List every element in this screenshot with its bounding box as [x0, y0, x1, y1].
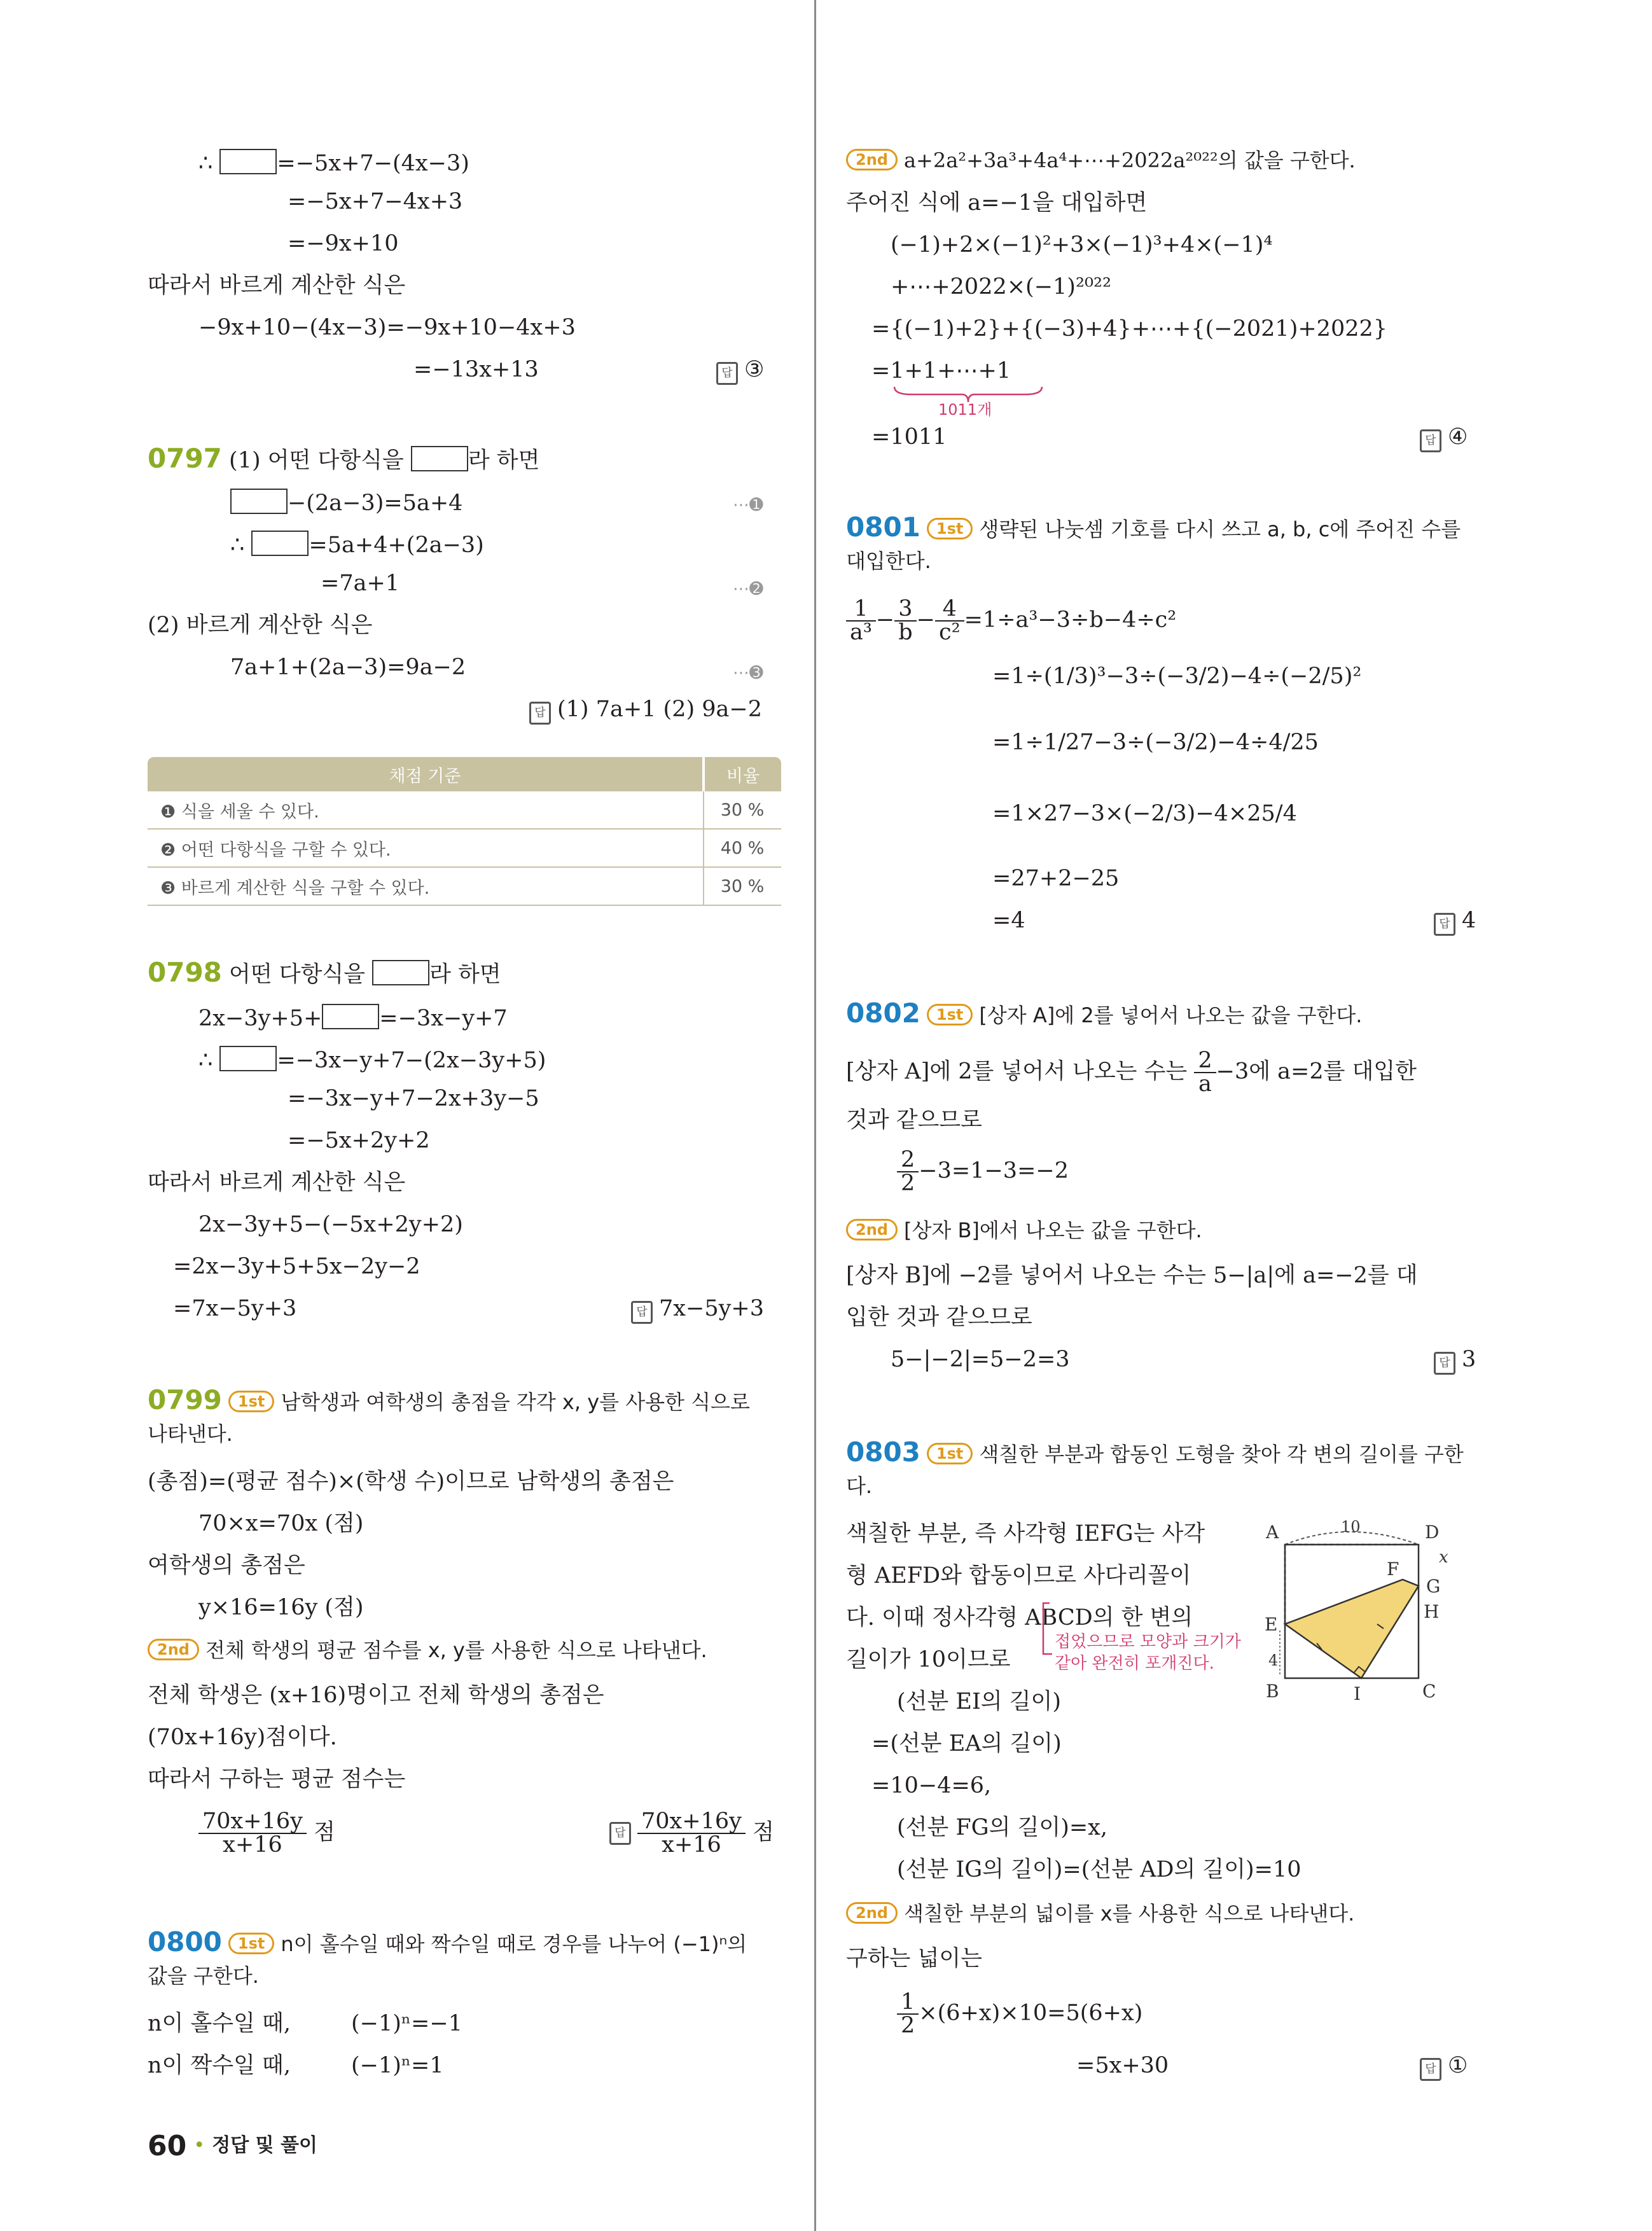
answer-icon: 답 [1434, 913, 1455, 936]
step-text: 대입한다. [846, 549, 931, 573]
problem-0803-header: 0803 1st 색칠한 부분과 합동인 도형을 찾아 각 변의 길이를 구한 [846, 1436, 1464, 1468]
solution-line: ∴ =−5x+7−(4x−3) [198, 149, 469, 175]
step-badge-2nd: 2nd [148, 1639, 199, 1660]
solution-line: [상자 A]에 2를 넣어서 나오는 수는 $\frac{2}{a}$ −3에 a=2를 대입한 [846, 1048, 1417, 1097]
solution-line: [상자 B]에 −2를 넣어서 나오는 수는 5−|a|에 a=−2를 대 [846, 1263, 1418, 1288]
table-row: ❶ 식을 세울 수 있다. 30 % [148, 791, 781, 829]
problem-0800-header: 0800 1st n이 홀수일 때와 짝수일 때로 경우를 나누어 (−1)ⁿ의 [148, 1926, 747, 1957]
answer: 답 4 [1434, 910, 1476, 936]
answer: 답 (1) 7a+1 (2) 9a−2 [529, 698, 762, 725]
brace-label: 1011개 [938, 401, 992, 419]
solution-line: 전체 학생은 (x+16)명이고 전체 학생의 총점은 [148, 1683, 604, 1708]
solution-line: 길이가 10이므로 [846, 1647, 1011, 1672]
solution-line: −9x+10−(4x−3)=−9x+10−4x+3 [198, 315, 576, 340]
step-line: 2nd 전체 학생의 평균 점수를 x, y를 사용한 식으로 나타낸다. [148, 1639, 707, 1662]
solution-line: =−3x−y+7−2x+3y−5 [288, 1086, 539, 1111]
answer: 답 ④ [1420, 426, 1468, 452]
label-D: D [1425, 1522, 1440, 1543]
solution-line: =4 [992, 908, 1025, 933]
step-line: 2nd [상자 B]에서 나오는 값을 구한다. [846, 1219, 1202, 1242]
step-badge-2nd: 2nd [846, 149, 898, 170]
problem-0801-header: 0801 1st 생략된 나눗셈 기호를 다시 쓰고 a, b, c에 주어진 수를 [846, 511, 1461, 543]
solution-line: (−1)ⁿ=−1 [351, 2011, 462, 2036]
problem-number: 0799 [148, 1384, 222, 1415]
page-number: 60 [148, 2130, 187, 2162]
answer-icon: 답 [1420, 429, 1441, 452]
solution-line: 입한 것과 같으므로 [846, 1305, 1032, 1330]
label-ten: 10 [1341, 1518, 1361, 1536]
square-fold-figure [1260, 1513, 1476, 1716]
blank-box [219, 149, 277, 174]
step-badge-1st: 1st [927, 1004, 973, 1025]
solution-line: =1÷(1/3)³−3÷(−3/2)−4÷(−2/5)² [992, 664, 1362, 689]
solution-line: (선분 EI의 길이) [897, 1689, 1061, 1714]
solution-line: $\frac{2}{2}$ −3=1−3=−2 [897, 1149, 1069, 1195]
step-marker: ⋯➌ [733, 664, 763, 683]
problem-number: 0800 [148, 1926, 222, 1957]
solution-line: (−1)+2×(−1)²+3×(−1)³+4×(−1)⁴ [891, 232, 1273, 258]
solution-line: 형 AEFD와 합동이므로 사다리꼴이 [846, 1563, 1191, 1588]
problem-number: 0802 [846, 997, 920, 1029]
fraction: $\frac{2}{2}$ [897, 1149, 919, 1195]
solution-line: =1÷1/27−3÷(−3/2)−4÷4/25 [992, 730, 1319, 755]
answer-icon: 답 [1420, 2058, 1441, 2081]
step-badge-2nd: 2nd [846, 1902, 898, 1924]
solution-line: ∴ =5a+4+(2a−3) [230, 531, 484, 557]
problem-0802-header: 0802 1st [상자 A]에 2를 넣어서 나오는 값을 구한다. [846, 997, 1363, 1029]
solution-line: 색칠한 부분, 즉 사각형 IEFG는 사각 [846, 1521, 1205, 1546]
solution-line: 2x−3y+5+ =−3x−y+7 [198, 1004, 508, 1030]
grading-header-ratio: 비율 [704, 757, 781, 791]
solution-line: =−5x+2y+2 [288, 1128, 430, 1153]
solution-line: =7a+1 [321, 571, 400, 596]
answer-icon: 답 [1434, 1352, 1455, 1375]
solution-line: =10−4=6, [871, 1773, 992, 1798]
step-marker: ⋯➊ [733, 496, 763, 515]
label-G: G [1426, 1576, 1441, 1597]
fraction: $\frac{2}{a}$ [1194, 1050, 1216, 1095]
grading-table [148, 757, 781, 906]
table-row: ❷ 어떤 다항식을 구할 수 있다. 40 % [148, 829, 781, 867]
fraction: $\frac{1}{\text{a³}}$ [846, 598, 876, 644]
page-footer [148, 2132, 317, 2160]
solution-line: 따라서 바르게 계산한 식은 [148, 1170, 406, 1195]
step-badge-1st: 1st [228, 1391, 274, 1412]
problem-number: 0797 [148, 443, 222, 474]
answer-icon: 답 [716, 362, 738, 385]
solution-line: (70x+16y)점이다. [148, 1725, 337, 1750]
step-line: 2nd 색칠한 부분의 넓이를 x를 사용한 식으로 나타낸다. [846, 1902, 1354, 1925]
solution-line: 2x−3y+5−(−5x+2y+2) [198, 1212, 463, 1237]
step-badge-1st: 1st [228, 1933, 274, 1954]
callout-note: 접었으므로 모양과 크기가 [1055, 1632, 1241, 1651]
answer: 답 7x−5y+3 [631, 1298, 764, 1324]
solution-line: $\frac{1}{\text{a³}}$ − $\frac{3}{b}$ − $\frac{4}{\text{c²}}$ =1÷a³−3÷b−4÷c² [846, 598, 1176, 644]
answer-icon: 답 [631, 1301, 653, 1324]
label-B: B [1266, 1681, 1279, 1702]
callout-note: 같아 완전히 포개진다. [1055, 1654, 1214, 1673]
blank-box [372, 960, 429, 985]
label-A: A [1266, 1522, 1279, 1543]
solution-line: =5x+30 [1076, 2053, 1169, 2078]
fraction-expression: $\frac{70x+16y}{x+16}$ 점 [198, 1811, 335, 1856]
fraction: $\frac{4}{\text{c²}}$ [935, 598, 964, 644]
solution-line: +⋯+2022×(−1)²⁰²² [891, 274, 1112, 300]
problem-0799-header: 0799 1st 남학생과 여학생의 총점을 각각 x, y를 사용한 식으로 [148, 1384, 750, 1415]
step-line: 2nd a+2a²+3a³+4a⁴+⋯+2022a²⁰²²의 값을 구한다. [846, 149, 1356, 172]
problem-0798-header: 0798 어떤 다항식을 라 하면 [148, 957, 501, 988]
blank-box [322, 1004, 379, 1029]
label-four: 4 [1268, 1651, 1279, 1669]
footer-label: 정답 및 풀이 [212, 2134, 318, 2157]
grading-header-criteria: 채점 기준 [148, 757, 704, 791]
step-badge-1st: 1st [927, 1443, 973, 1464]
solution-line: (선분 FG의 길이)=x, [897, 1815, 1108, 1840]
label-I: I [1354, 1683, 1361, 1704]
solution-line: n이 짝수일 때, [148, 2053, 291, 2078]
solution-line: =1×27−3×(−2/3)−4×25/4 [992, 801, 1297, 826]
solution-line: y×16=16y (점) [198, 1595, 364, 1620]
solution-line: (−1)ⁿ=1 [351, 2053, 444, 2078]
label-C: C [1422, 1681, 1436, 1702]
fraction: $\frac{70x+16y}{x+16}$ [637, 1811, 746, 1856]
footer-dot: • [193, 2134, 205, 2157]
column-divider [814, 0, 816, 2231]
answer-icon: 답 [529, 702, 551, 725]
solution-line: =7x−5y+3 [173, 1296, 297, 1321]
solution-line: ∴ =−3x−y+7−(2x−3y+5) [198, 1046, 546, 1072]
solution-line: =27+2−25 [992, 866, 1120, 891]
label-E: E [1265, 1614, 1278, 1635]
solution-line: =−13x+13 [413, 357, 539, 382]
solution-line: 70×x=70x (점) [198, 1511, 364, 1536]
solution-line: n이 홀수일 때, [148, 2011, 291, 2036]
solution-line: 구하는 넓이는 [846, 1946, 982, 1971]
step-text: 다. [846, 1474, 873, 1498]
solution-line: 5−|−2|=5−2=3 [891, 1347, 1070, 1372]
answer: 답 3 [1434, 1349, 1476, 1375]
problem-0797-header: 0797 (1) 어떤 다항식을 라 하면 [148, 443, 540, 474]
solution-line: 7a+1+(2a−3)=9a−2 [230, 655, 466, 680]
step-text: 값을 구한다. [148, 1964, 259, 1988]
label-H: H [1424, 1601, 1440, 1622]
solution-line: =−5x+7−4x+3 [288, 189, 463, 214]
answer: 답 ① [1420, 2055, 1468, 2081]
solution-line: $\frac{1}{2}$ ×(6+x)×10=5(6+x) [897, 1991, 1142, 2037]
solution-line: 것과 같으므로 [846, 1108, 982, 1133]
problem-number: 0803 [846, 1436, 920, 1468]
solution-line: 따라서 구하는 평균 점수는 [148, 1767, 406, 1792]
solution-line: 다. 이때 정사각형 ABCD의 한 변의 [846, 1605, 1193, 1630]
solution-line: =1+1+⋯+1 [871, 358, 1011, 384]
solution-line: =2x−3y+5+5x−2y−2 [173, 1254, 420, 1279]
blank-box [219, 1046, 277, 1071]
answer-icon: 답 [609, 1822, 631, 1845]
solution-line: (2) 바르게 계산한 식은 [148, 613, 373, 638]
fraction: $\frac{1}{2}$ [897, 1991, 919, 2037]
solution-line: 따라서 바르게 계산한 식은 [148, 273, 406, 298]
blank-box [411, 446, 468, 471]
label-x: x [1439, 1548, 1448, 1567]
solution-line: (선분 IG의 길이)=(선분 AD의 길이)=10 [897, 1857, 1301, 1882]
step-marker: ⋯➋ [733, 580, 763, 599]
solution-line: ={(−1)+2}+{(−3)+4}+⋯+{(−2021)+2022} [871, 316, 1388, 342]
step-badge-2nd: 2nd [846, 1219, 898, 1241]
solution-line: =−9x+10 [288, 231, 399, 256]
label-F: F [1387, 1559, 1399, 1580]
step-badge-1st: 1st [927, 518, 973, 539]
blank-box [251, 531, 309, 556]
step-text: 나타낸다. [148, 1422, 233, 1446]
table-row: ❸ 바르게 계산한 식을 구할 수 있다. 30 % [148, 867, 781, 905]
solution-line: −(2a−3)=5a+4 [230, 489, 462, 515]
solution-line: (총점)=(평균 점수)×(학생 수)이므로 남학생의 총점은 [148, 1469, 674, 1494]
solution-line: =1011 [871, 424, 947, 450]
fraction: $\frac{3}{b}$ [894, 598, 916, 644]
blank-box [230, 489, 288, 514]
fraction: $\frac{70x+16y}{x+16}$ [198, 1811, 307, 1856]
problem-number: 0798 [148, 957, 222, 988]
solution-line: 여학생의 총점은 [148, 1553, 305, 1578]
answer: 답 $\frac{70x+16y}{x+16}$ 점 [609, 1811, 774, 1856]
problem-number: 0801 [846, 511, 920, 543]
solution-line: =(선분 EA의 길이) [871, 1731, 1062, 1756]
solution-line: 주어진 식에 a=−1을 대입하면 [846, 190, 1148, 216]
callout-bracket [1037, 1597, 1056, 1660]
answer: 답 ③ [716, 359, 764, 385]
